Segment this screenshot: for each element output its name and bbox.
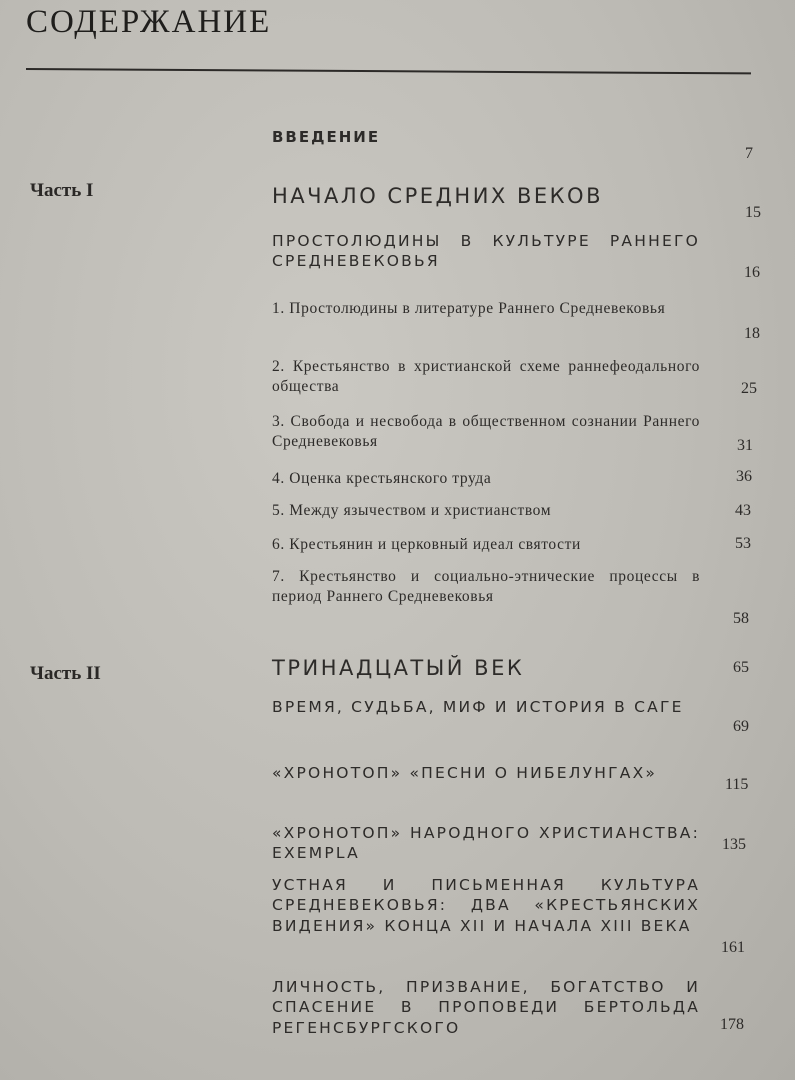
toc-section (272, 299, 700, 319)
toc-page-number: 31 (737, 437, 753, 454)
toc-entry-text: ТРИНАДЦАТЫЙ ВЕК (272, 656, 525, 680)
toc-chapter (272, 875, 700, 936)
toc-entry-text: 3. Свобода и несвобода в общественном сознании Раннего Средневековья (272, 413, 700, 451)
toc-entry-text: УСТНАЯ И ПИСЬМЕННАЯ КУЛЬТУРА СРЕДНЕВЕКОВЬЯ: ДВА «КРЕСТЬЯНСКИХ ВИДЕНИЯ» КОНЦА XII И НАЧАЛА XIII ВЕКА (272, 876, 700, 935)
part-label: Часть II (30, 663, 101, 684)
toc-chapter (272, 763, 700, 783)
part-heading (272, 655, 700, 683)
toc-page-number: 15 (745, 204, 761, 221)
toc-entry-text: ВВЕДЕНИЕ (272, 128, 381, 146)
toc-entry-text: «ХРОНОТОП» НАРОДНОГО ХРИСТИАНСТВА: EXEMPLA (272, 824, 700, 863)
toc-entry-text: ПРОСТОЛЮДИНЫ В КУЛЬТУРЕ РАННЕГО СРЕДНЕВЕКОВЬЯ (272, 232, 700, 271)
toc-chapter (272, 823, 700, 864)
toc-chapter (272, 697, 700, 717)
toc-entry-text: 7. Крестьянство и социально-этнические процессы в период Раннего Средневековья (272, 568, 700, 606)
toc-page-number: 18 (744, 325, 760, 342)
toc-page-number: 25 (741, 380, 757, 397)
toc-page-number: 53 (735, 535, 751, 552)
toc-section (272, 535, 700, 555)
toc-page-number: 161 (721, 939, 745, 956)
toc-page-number: 69 (733, 718, 749, 735)
toc-page-number: 115 (725, 776, 749, 793)
toc-page-number: 58 (733, 610, 749, 627)
toc-page-number: 36 (736, 468, 752, 485)
toc-page-number: 16 (744, 264, 760, 281)
toc-section (272, 357, 700, 398)
toc-chapter (272, 231, 700, 272)
page-title: СОДЕРЖАНИЕ (26, 4, 272, 40)
toc-entry-introduction (272, 128, 700, 148)
toc-entry-text: 6. Крестьянин и церковный идеал святости (272, 536, 581, 553)
toc-entry-text: ЛИЧНОСТЬ, ПРИЗВАНИЕ, БОГАТСТВО И СПАСЕНИЕ В ПРОПОВЕДИ БЕРТОЛЬДА РЕГЕНСБУРГСКОГО (272, 978, 700, 1037)
toc-entry-text: ВРЕМЯ, СУДЬБА, МИФ И ИСТОРИЯ В САГЕ (272, 698, 684, 716)
toc-entry-text: 5. Между язычеством и христианством (272, 502, 552, 519)
toc-section (272, 412, 700, 453)
toc-page-number: 7 (745, 145, 753, 162)
toc-entry-text: 1. Простолюдины в литературе Раннего Средневековья (272, 300, 666, 317)
toc-entry-text: НАЧАЛО СРЕДНИХ ВЕКОВ (272, 184, 603, 208)
toc-page-number: 178 (720, 1016, 744, 1033)
toc-entry-text: 4. Оценка крестьянского труда (272, 470, 492, 487)
toc-section (272, 501, 700, 521)
toc-page-number: 43 (735, 502, 751, 519)
toc-entry-text: 2. Крестьянство в христианской схеме раннефеодального общества (272, 358, 700, 396)
title-rule (26, 68, 751, 74)
toc-page-number: 65 (733, 659, 749, 676)
toc-section (272, 469, 700, 489)
toc-entry-text: «ХРОНОТОП» «ПЕСНИ О НИБЕЛУНГАХ» (272, 764, 658, 782)
toc-page-number: 135 (722, 836, 746, 853)
part-heading (272, 183, 700, 211)
toc-section (272, 567, 700, 608)
toc-chapter (272, 977, 700, 1038)
part-label: Часть I (30, 180, 94, 201)
